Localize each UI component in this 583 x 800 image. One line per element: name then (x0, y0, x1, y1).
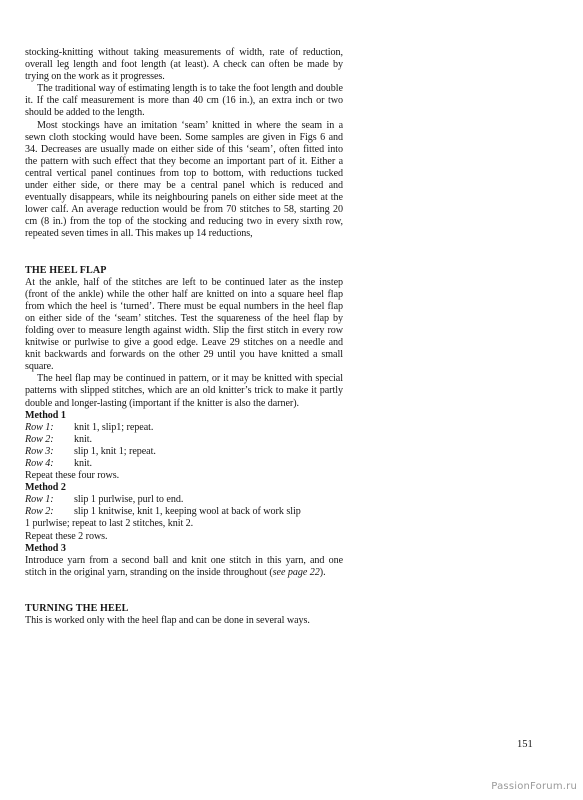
row-label: Row 2: (25, 433, 54, 445)
body-paragraph: At the ankle, half of the stitches are left to be continued later as the instep (front of the ankle) while the other half are knitted on into a square heel flap from which the heel is ‘turned’. There must be equal numbers in the heel flap on either side of the ‘seam’ stitches. Test the squareness of the heel flap by folding over to measure length against width. Slip the first stitch in every row knitwise or purlwise to give a good edge. Leave 29 stitches on a needle and knit backwards and forwards on the other 29 until you have knitted a small square. (25, 276, 343, 373)
section-heading: TURNING THE HEEL (25, 602, 129, 614)
method3-text-after: ). (319, 566, 326, 578)
pattern-row (25, 422, 343, 434)
body-paragraph: This is worked only with the heel flap and can be done in several ways. (25, 615, 310, 627)
row-text: slip 1, knit 1; repeat. (74, 445, 156, 457)
intro-paragraph: stocking-knitting without taking measurements of width, rate of reduction, overall leg length and foot length (at least). A check can often be made by trying on the work as it progresses. (25, 47, 343, 83)
row-continuation: 1 purlwise; repeat to last 2 stitches, knit 2. (25, 518, 194, 530)
row-label: Row 1: (25, 421, 54, 433)
watermark: PassionForum.ru (491, 781, 577, 792)
repeat-instruction: Repeat these four rows. (25, 470, 120, 482)
pattern-row (25, 506, 343, 518)
page-number: 151 (517, 739, 533, 750)
intro-paragraph: The traditional way of estimating length is to take the foot length and double it. If the calf measurement is more than 40 cm (16 in.), an extra inch or two should be added to the length. (25, 83, 343, 119)
intro-paragraph: Most stockings have an imitation ‘seam’ knitted in where the seam in a sewn cloth stocking would have been. Some samples are given in Figs 6 and 34. Decreases are usually made on either side of this ‘seam’, often fitted into the pattern with such effect that they become an important part of it. Either a central vertical panel continues from top to bottom, with reductions tucked under either side, or there may be a central panel which is reduced and eventually disappears, while its neighbouring panels on either side meet at the lower calf. An average reduction would be from 70 stitches to 58, starting 20 cm (8 in.) from the top of the stocking and reducing two in every sixth row, repeated seven times in all. This makes up 14 reductions, (25, 119, 343, 240)
method-title: Method 3 (25, 542, 66, 554)
intro-section (25, 47, 343, 241)
pattern-row (25, 434, 343, 446)
row-text: knit 1, slip1; repeat. (74, 421, 154, 433)
method-title: Method 1 (25, 409, 66, 421)
row-text: slip 1 knitwise, knit 1, keeping wool at back of work slip (74, 506, 301, 518)
method3-text-before: Introduce yarn from a second ball and knit one stitch in this yarn, and one stitch in the original yarn, stranding on the inside throughout ( (25, 554, 343, 578)
page-reference: see page 22 (272, 566, 320, 578)
row-text: knit. (74, 433, 92, 445)
repeat-instruction: Repeat these 2 rows. (25, 530, 108, 542)
turning-heel-section (25, 603, 343, 627)
row-label: Row 2: (25, 506, 54, 518)
pattern-row (25, 458, 343, 470)
row-label: Row 1: (25, 494, 54, 506)
row-label: Row 4: (25, 458, 54, 469)
row-text: knit. (74, 458, 92, 469)
body-paragraph: The heel flap may be continued in pattern, or it may be knitted with special patterns with slipped stitches, which are an old knitter’s trick to make it partly double and longer-lasting (important if the knitter is also the darner). (25, 373, 343, 409)
pattern-row (25, 446, 343, 458)
page-body (25, 47, 343, 627)
section-spacer (25, 579, 343, 603)
row-label: Row 3: (25, 445, 54, 457)
section-heading: THE HEEL FLAP (25, 264, 107, 276)
row-text: slip 1 purlwise, purl to end. (74, 494, 184, 506)
section-spacer (25, 241, 343, 265)
heel-flap-section (25, 265, 343, 579)
method3-text (25, 555, 343, 579)
pattern-row (25, 494, 343, 506)
method-title: Method 2 (25, 482, 66, 494)
